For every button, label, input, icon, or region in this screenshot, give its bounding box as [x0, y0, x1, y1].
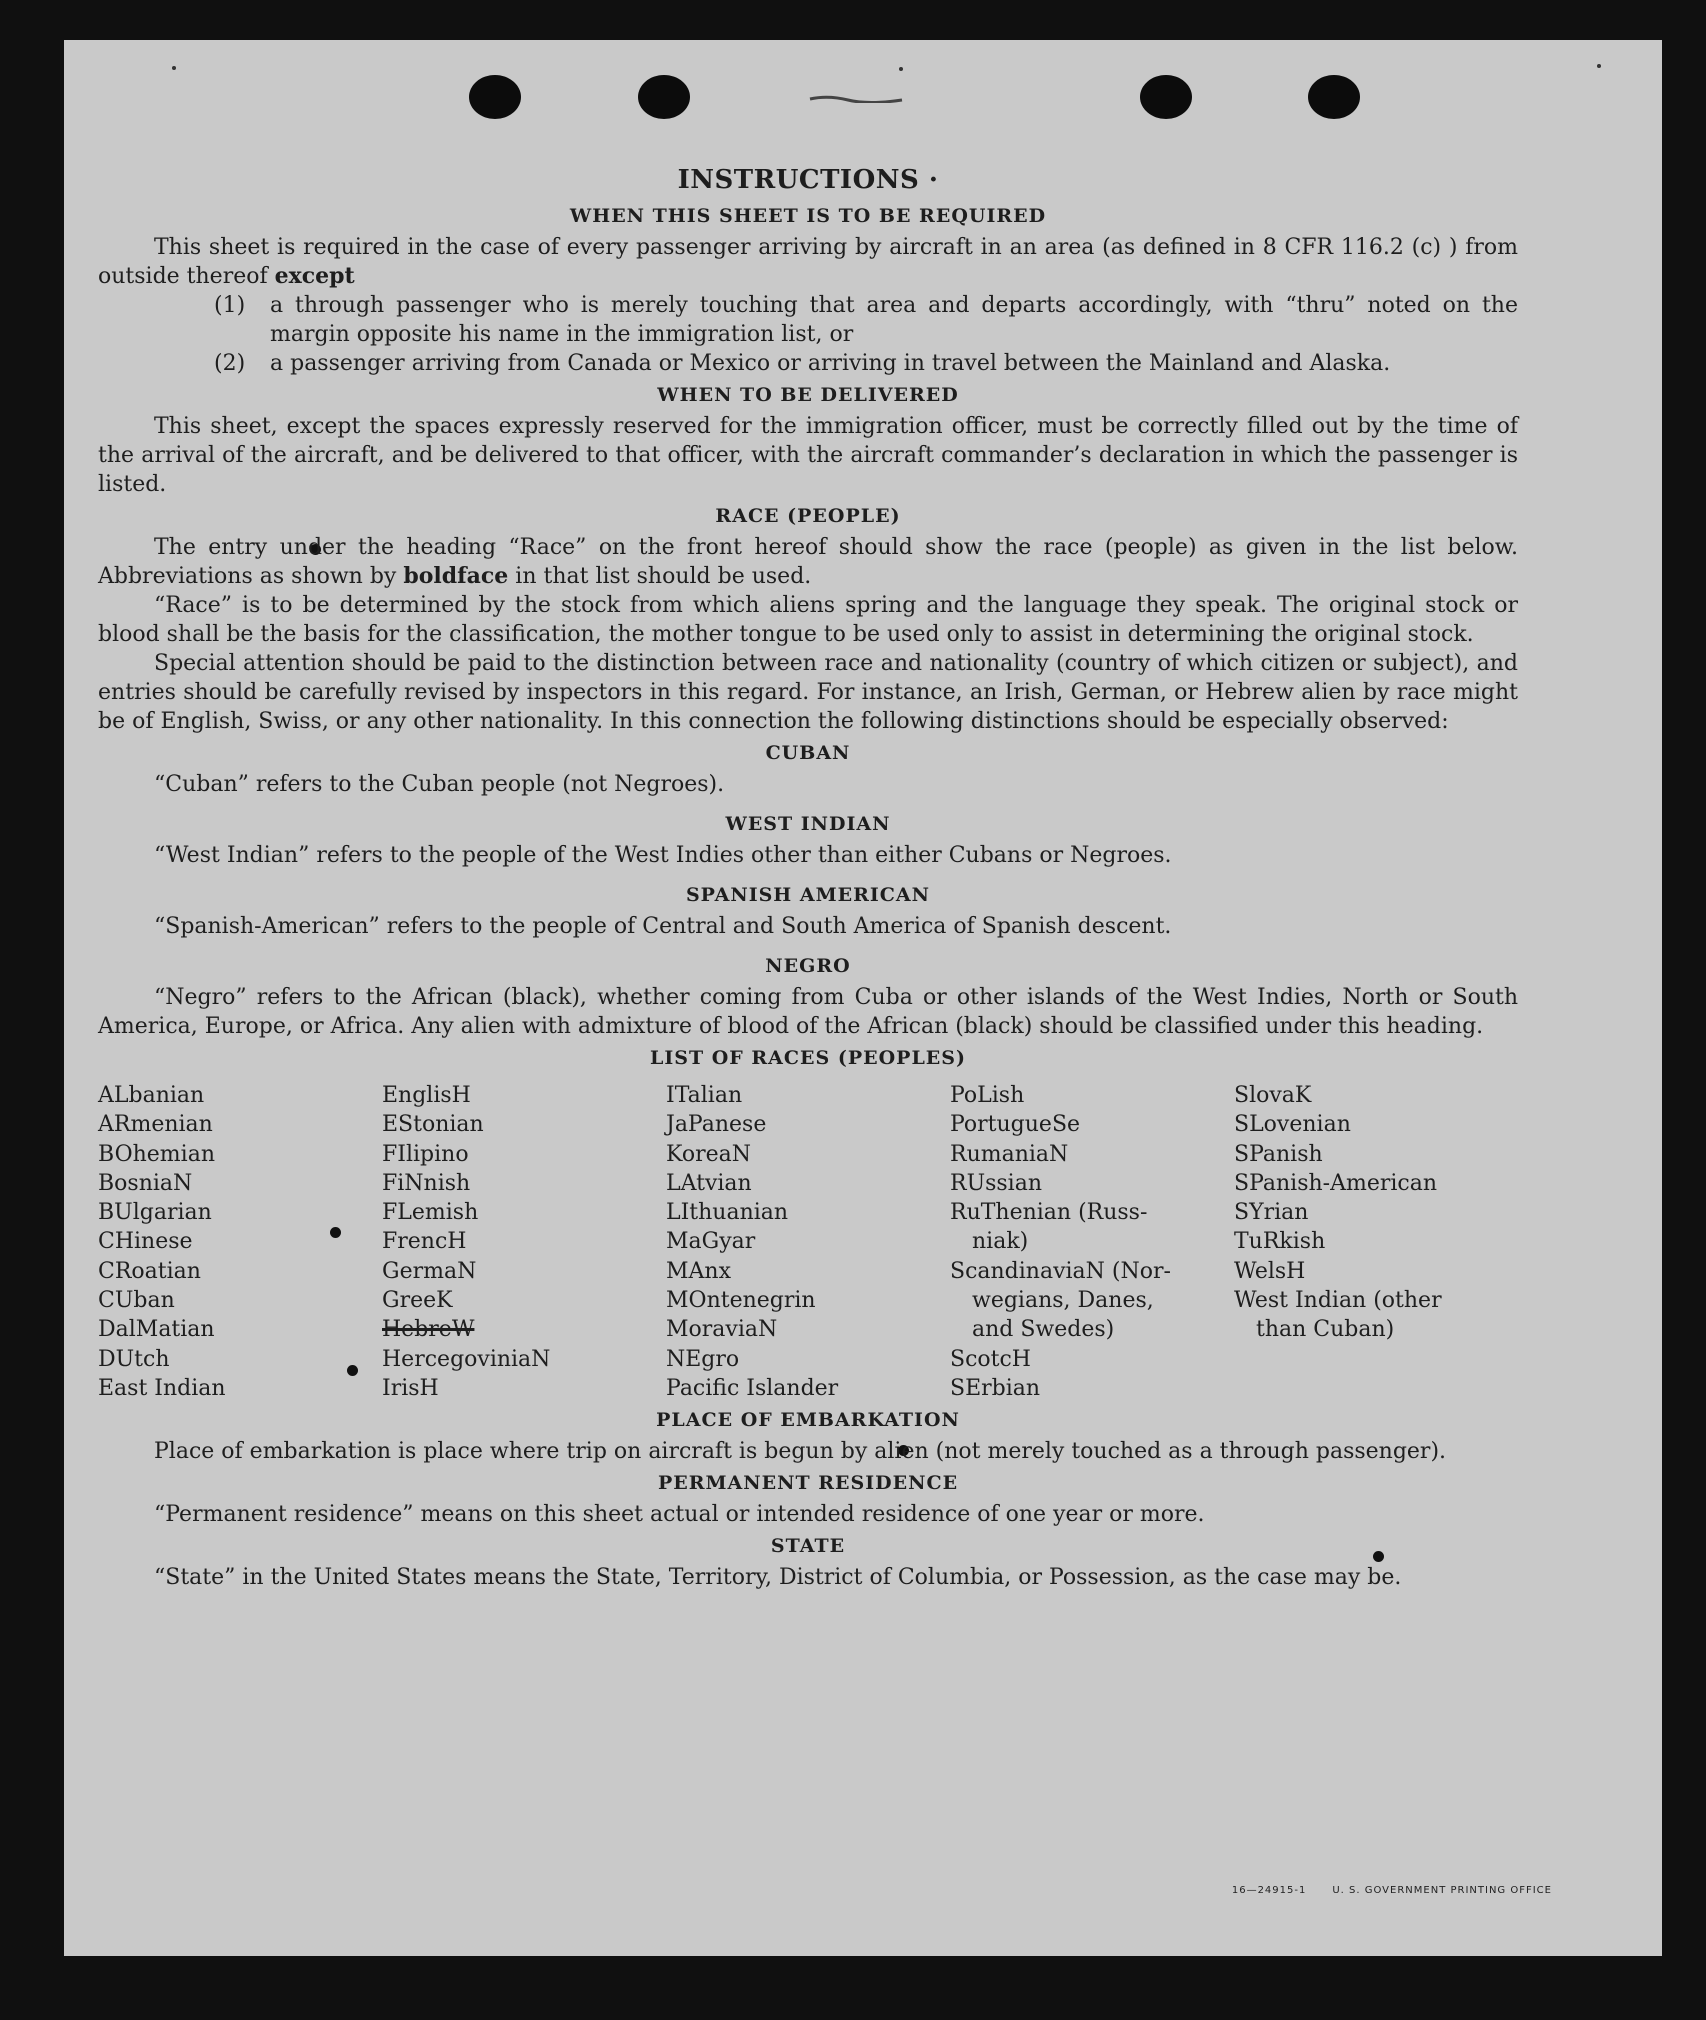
race-entry: SErbian — [950, 1375, 1041, 1401]
race-entry: West Indian (other — [1234, 1288, 1442, 1314]
paragraph: This sheet is required in the case of every passenger arriving by aircraft in an area (as defined in 8 CFR 116.2 (c) ) from outside thereof except — [98, 235, 1518, 289]
races-column — [1234, 1081, 1518, 1403]
section-heading: WEST INDIAN — [725, 813, 891, 835]
race-entry: LAtvian — [666, 1170, 752, 1196]
page-title: INSTRUCTIONS · — [677, 165, 939, 195]
race-entry: GermaN — [382, 1258, 477, 1284]
paragraph: “State” in the United States means the State, Territory, District of Columbia, or Possession, as the case may be. — [154, 1565, 1402, 1591]
race-entry: RumaniaN — [950, 1141, 1069, 1167]
race-entry: KoreaN — [666, 1141, 751, 1167]
list-item: (2) a passenger arriving from Canada or Mexico or arriving in travel between the Mainland and Alaska. — [214, 351, 1391, 376]
race-entry: SPanish-American — [1234, 1170, 1438, 1196]
race-entry: NEgro — [666, 1346, 740, 1372]
race-entry: FrencH — [382, 1229, 467, 1255]
race-entry: MaGyar — [666, 1229, 756, 1255]
paragraph: “Cuban” refers to the Cuban people (not Negroes). — [154, 772, 725, 797]
race-entry: FLemish — [382, 1200, 479, 1226]
race-entry: ITalian — [666, 1083, 743, 1108]
race-entry: EStonian — [382, 1112, 484, 1138]
race-entry: MoraviaN — [666, 1317, 778, 1343]
printer-name: U. S. GOVERNMENT PRINTING OFFICE — [1332, 1885, 1552, 1896]
race-entry: ALbanian — [98, 1083, 205, 1108]
race-entry: FIlipino — [382, 1141, 469, 1167]
race-entry: ScotcH — [950, 1346, 1031, 1372]
race-entry: MAnx — [666, 1258, 731, 1284]
race-entry: DUtch — [98, 1346, 170, 1372]
punch-hole — [638, 75, 690, 119]
race-entry: LIthuanian — [666, 1200, 789, 1226]
list-item: (1) a through passenger who is merely touching that area and departs accordingly, with “thru” noted on the margin opposite his name in the immigration list, or — [214, 293, 1518, 347]
race-entry: PoLish — [950, 1083, 1025, 1108]
race-entry-continued: and Swedes) — [972, 1317, 1115, 1343]
race-entry: EnglisH — [382, 1083, 471, 1108]
race-entry: JaPanese — [666, 1112, 767, 1138]
section-heading: SPANISH AMERICAN — [685, 884, 931, 906]
paragraph: The entry under the heading “Race” on the front hereof should show the race (people) as given in the list below. Abbreviations as shown by boldface in that list should be used. — [98, 535, 1518, 589]
speck — [899, 67, 903, 71]
paragraph: “Spanish-American” refers to the people of Central and South America of Spanish descent. — [154, 914, 1172, 939]
race-entry: ARmenian — [98, 1112, 213, 1138]
race-entry: SLovenian — [1234, 1112, 1351, 1138]
section-heading: PLACE OF EMBARKATION — [656, 1409, 960, 1432]
paragraph: “Race” is to be determined by the stock from which aliens spring and the language they speak. The original stock or blood shall be the basis for the classification, the mother tongue to be used only to assist in determining the original stock. — [98, 593, 1518, 647]
race-entry: East Indian — [98, 1375, 226, 1401]
paragraph: Special attention should be paid to the distinction between race and nationality (country of which citizen or subject), and entries should be carefully revised by inspectors in this regard. For instance, an Irish, German, or Hebrew alien by race might be of English, Swiss, or any other nationality. In this connection the following distinctions should be especially observed: — [98, 651, 1518, 734]
paragraph: “Permanent residence” means on this sheet actual or intended residence of one year or more. — [154, 1502, 1205, 1528]
race-entry: HercegoviniaN — [382, 1346, 551, 1372]
form-sheet — [64, 40, 1662, 1956]
race-entry-continued: than Cuban) — [1256, 1317, 1395, 1343]
section-heading: PERMANENT RESIDENCE — [657, 1472, 959, 1495]
race-entry: IrisH — [382, 1375, 439, 1401]
race-entry: FiNnish — [382, 1170, 471, 1196]
races-column — [98, 1081, 382, 1403]
section-heading: NEGRO — [765, 955, 851, 977]
section-heading: CUBAN — [765, 742, 851, 764]
paragraph: “West Indian” refers to the people of the West Indies other than either Cubans or Negroes. — [154, 843, 1172, 868]
race-entry: Pacific Islander — [666, 1375, 839, 1401]
race-entry: WelsH — [1234, 1258, 1306, 1284]
race-entry-continued: wegians, Danes, — [972, 1288, 1154, 1314]
race-entry: BUlgarian — [98, 1200, 212, 1226]
punch-hole — [1140, 75, 1192, 119]
race-entry: RuThenian (Russ- — [950, 1200, 1148, 1226]
race-entry-continued: niak) — [972, 1229, 1029, 1255]
race-entry: CUban — [98, 1288, 175, 1314]
punch-hole — [469, 75, 521, 119]
race-entry: CRoatian — [98, 1258, 201, 1284]
race-entry: CHinese — [98, 1229, 193, 1255]
race-entry: BOhemian — [98, 1141, 215, 1167]
races-column — [950, 1081, 1234, 1403]
punch-hole — [1308, 75, 1360, 119]
races-list — [98, 1081, 1518, 1403]
staple-mark — [808, 95, 904, 103]
race-entry: MOntenegrin — [666, 1288, 816, 1314]
instructions-body — [98, 161, 1518, 1592]
section-heading: WHEN THIS SHEET IS TO BE REQUIRED — [569, 205, 1047, 227]
section-heading: WHEN TO BE DELIVERED — [657, 384, 959, 406]
paragraph: “Negro” refers to the African (black), whether coming from Cuba or other islands of the West Indies, North or South America, Europe, or Africa. Any alien with admixture of blood of the African (black) should be classified under this heading. — [98, 985, 1518, 1039]
race-entry: BosniaN — [98, 1170, 193, 1196]
race-entry: SlovaK — [1234, 1083, 1312, 1108]
printer-footer — [1206, 1885, 1552, 1896]
speck — [172, 66, 176, 70]
form-number: 16—24915-1 — [1231, 1885, 1307, 1896]
races-column — [382, 1081, 666, 1403]
paragraph: Place of embarkation is place where trip on aircraft is begun by alien (not merely touched as a through passenger). — [154, 1439, 1447, 1465]
paragraph: This sheet, except the spaces expressly reserved for the immigration officer, must be correctly filled out by the time of the arrival of the aircraft, and be delivered to that officer, with the aircraft commander’s declaration in which the passenger is listed. — [98, 414, 1518, 497]
section-heading: RACE (PEOPLE) — [715, 505, 901, 527]
race-entry: TuRkish — [1234, 1229, 1326, 1255]
speck — [1597, 64, 1601, 68]
race-entry: PortugueSe — [950, 1112, 1081, 1138]
races-list-heading: LIST OF RACES (PEOPLES) — [650, 1047, 966, 1069]
race-entry: RUssian — [950, 1170, 1043, 1196]
race-entry-struck: HebreW — [382, 1317, 475, 1343]
section-heading: STATE — [770, 1535, 846, 1558]
race-entry: ScandinaviaN (Nor- — [950, 1258, 1171, 1284]
races-column — [666, 1081, 950, 1403]
race-entry: DalMatian — [98, 1317, 215, 1343]
race-entry: GreeK — [382, 1288, 453, 1314]
race-entry: SPanish — [1234, 1141, 1323, 1167]
race-entry: SYrian — [1234, 1200, 1309, 1226]
